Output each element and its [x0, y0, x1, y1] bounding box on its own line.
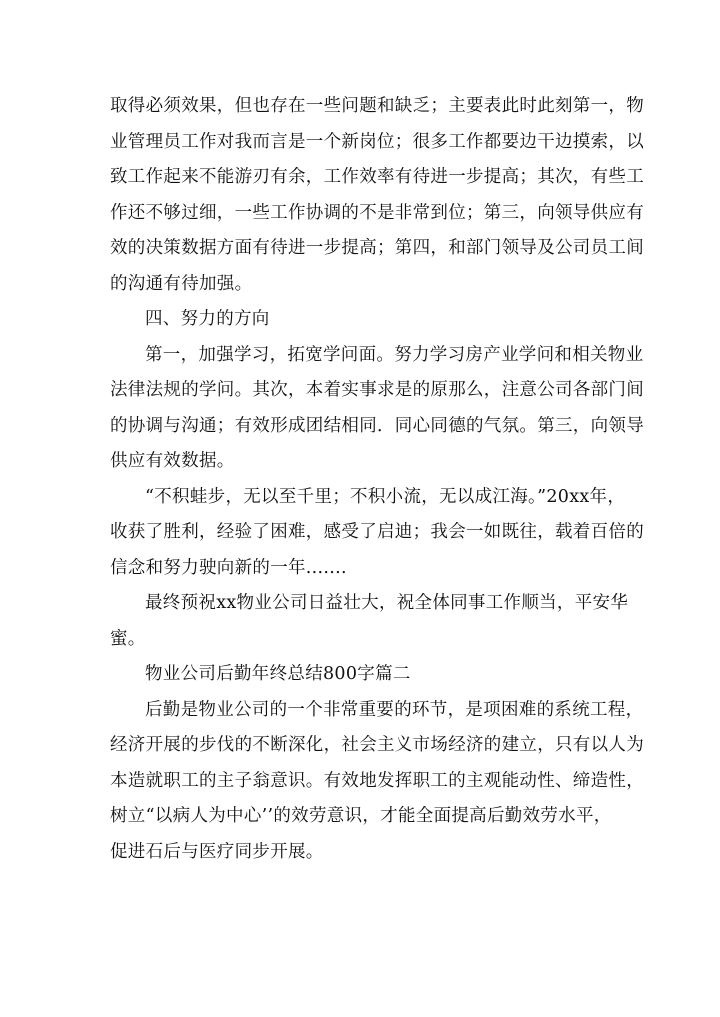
paragraph-line: 经济开展的步伐的不断深化，社会主义市场经济的建立，只有以人为 — [110, 735, 644, 755]
paragraph-line: 致工作起来不能游刃有余，工作效率有待进一步提高；其次，有些工 — [110, 167, 644, 187]
paragraph-line: 作还不够过细，一些工作协调的不是非常到位；第三，向领导供应有 — [110, 203, 644, 223]
paragraph-line: 的协调与沟通；有效形成团结相同．同心同德的气氛。第三，向领导 — [110, 416, 644, 436]
paragraph-line: 收获了胜利，经验了困难，感受了启迪；我会一如既往，载着百倍的 — [110, 522, 644, 542]
paragraph-line: 本造就职工的主子翁意识。有效地发挥职工的主观能动性、缔造性， — [110, 771, 644, 791]
paragraph-line: 第一，加强学习，拓宽学问面。努力学习房产业学问和相关物业 — [145, 345, 644, 365]
section-heading: 四、努力的方向 — [145, 309, 270, 329]
paragraph-line: 效的决策数据方面有待进一步提高；第四，和部门领导及公司员工间 — [110, 238, 644, 258]
paragraph-line: 最终预祝xx物业公司日益壮大，祝全体同事工作顺当，平安华 — [145, 593, 629, 613]
paragraph-line: 促进石后与医疗同步开展。 — [110, 842, 324, 862]
paragraph-line: 的沟通有待加强。 — [110, 274, 253, 294]
section-heading: 物业公司后勤年终总结800字篇二 — [145, 664, 411, 684]
paragraph-line: 树立“以病人为中心’’的效劳意识，才能全面提高后勤效劳水平， — [110, 806, 612, 826]
paragraph-line: 业管理员工作对我而言是一个新岗位；很多工作都要边干边摸索，以 — [110, 132, 644, 152]
paragraph-line: “不积蛙步，无以至千里；不积小流，无以成江海。”20xx年， — [145, 487, 626, 507]
paragraph-line: 信念和努力驶向新的一年....... — [110, 558, 347, 578]
paragraph-line: 供应有效数据。 — [110, 451, 235, 471]
paragraph-line: 法律法规的学问。其次，本着实事求是的原那么，注意公司各部门间 — [110, 380, 644, 400]
paragraph-line: 取得必须效果，但也存在一些问题和缺乏；主要表此时此刻第一，物 — [110, 96, 644, 116]
paragraph-line: 蜜。 — [110, 629, 146, 649]
paragraph-line: 后勤是物业公司的一个非常重要的环节，是项困难的系统工程， — [145, 700, 644, 720]
